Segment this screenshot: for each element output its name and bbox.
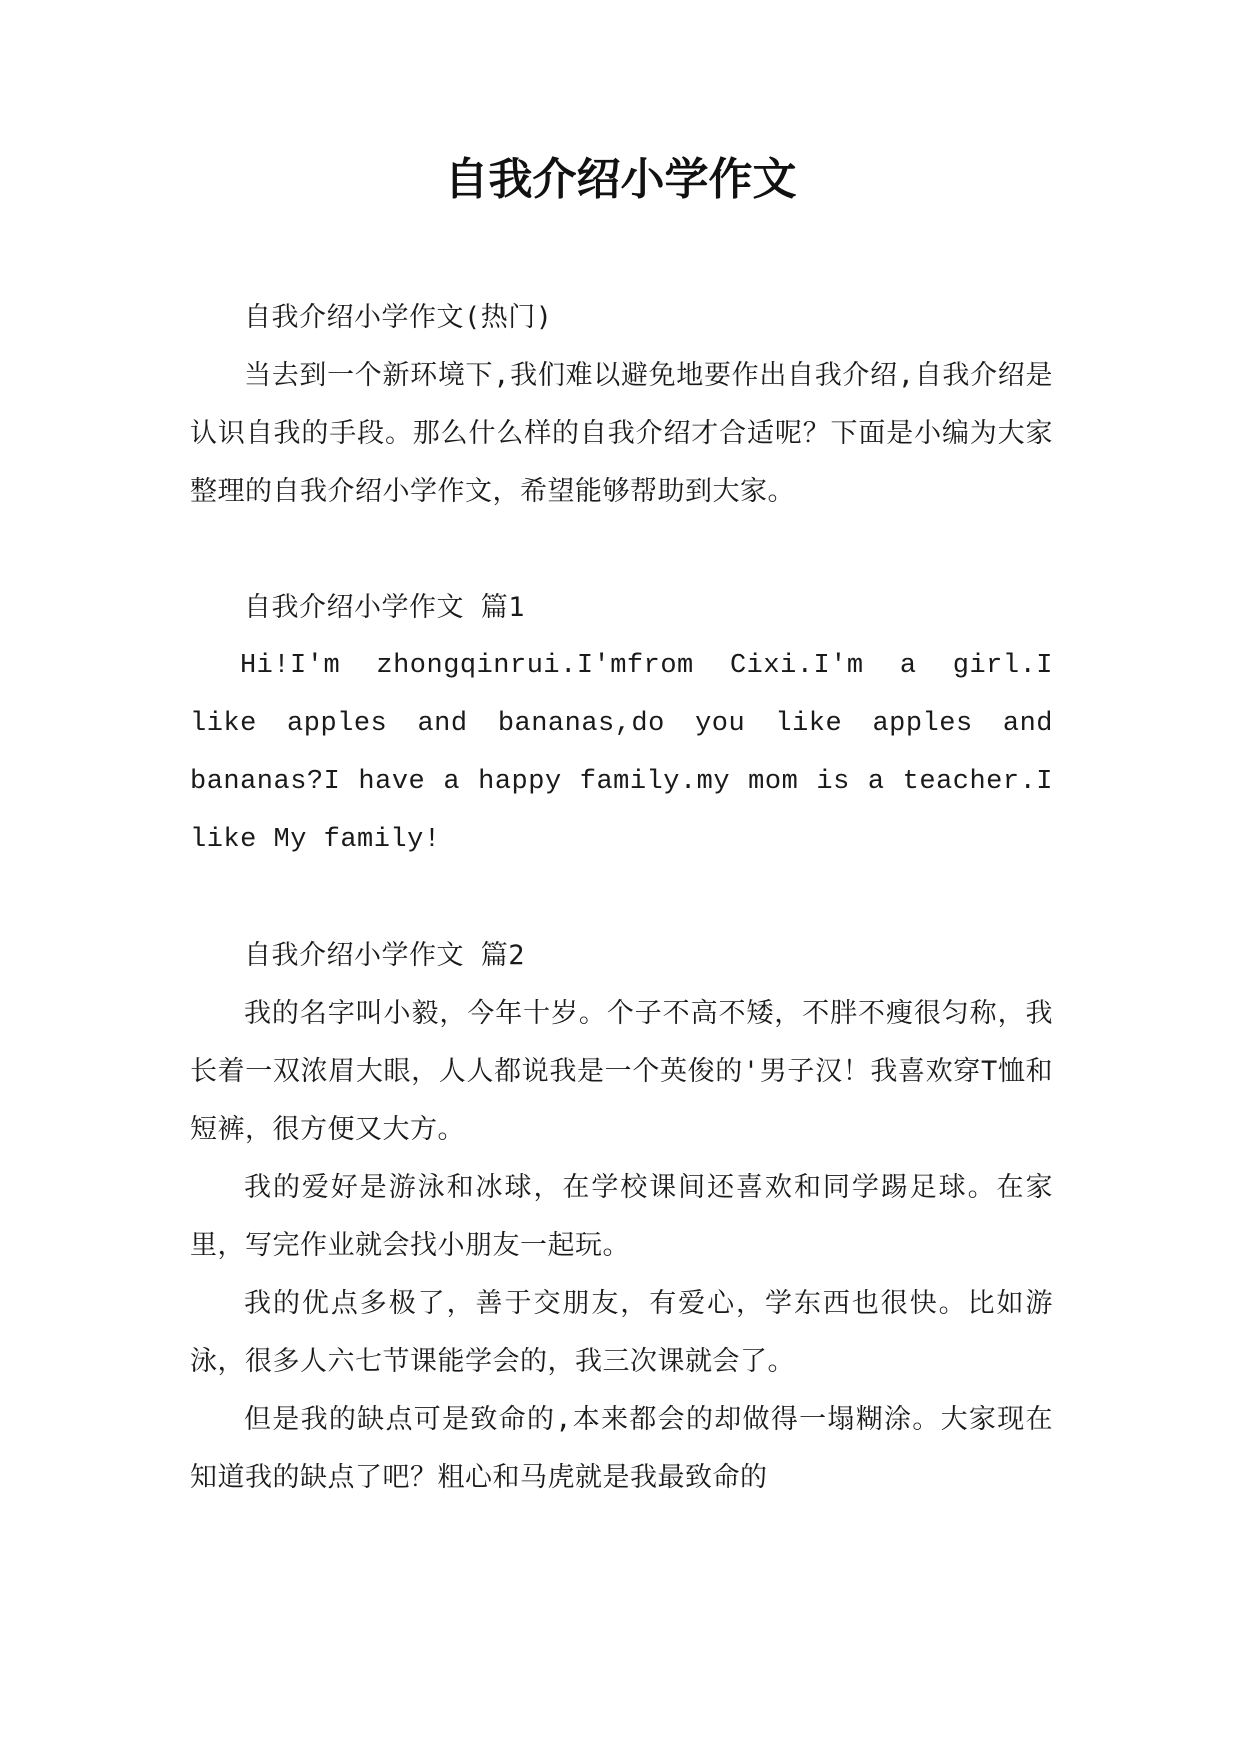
section-2-paragraph: 我的优点多极了，善于交朋友，有爱心，学东西也很快。比如游泳，很多人六七节课能学会的，我三次课就会了。 <box>190 1288 1053 1377</box>
page-title: 自我介绍小学作文 <box>444 154 797 205</box>
section-1-paragraph: Hi!I'm zhongqinrui.I'mfrom Cixi.I'm a girl.I like apples and bananas,do you like apples and bananas?I have a happy family.my mom is a teacher.I like My family! <box>190 651 1053 855</box>
section-heading-1: 自我介绍小学作文 篇1 <box>244 592 526 623</box>
document-body <box>190 289 1053 1507</box>
intro-paragraph: 当去到一个新环境下,我们难以避免地要作出自我介绍,自我介绍是认识自我的手段。那么什么样的自我介绍才合适呢？下面是小编为大家整理的自我介绍小学作文，希望能够帮助到大家。 <box>190 360 1053 507</box>
section-2-paragraph: 我的名字叫小毅，今年十岁。个子不高不矮，不胖不瘦很匀称，我长着一双浓眉大眼，人人都说我是一个英俊的'男子汉！我喜欢穿T恤和短裤，很方便又大方。 <box>190 998 1053 1145</box>
section-2-paragraph: 我的爱好是游泳和冰球，在学校课间还喜欢和同学踢足球。在家里，写完作业就会找小朋友一起玩。 <box>190 1172 1053 1261</box>
section-heading-2: 自我介绍小学作文 篇2 <box>244 940 526 971</box>
section-spacer <box>190 521 1053 579</box>
intro-subtitle: 自我介绍小学作文(热门) <box>244 302 553 333</box>
section-spacer <box>190 869 1053 927</box>
section-2-paragraph: 但是我的缺点可是致命的,本来都会的却做得一塌糊涂。大家现在知道我的缺点了吧？粗心和马虎就是我最致命的 <box>190 1404 1053 1493</box>
